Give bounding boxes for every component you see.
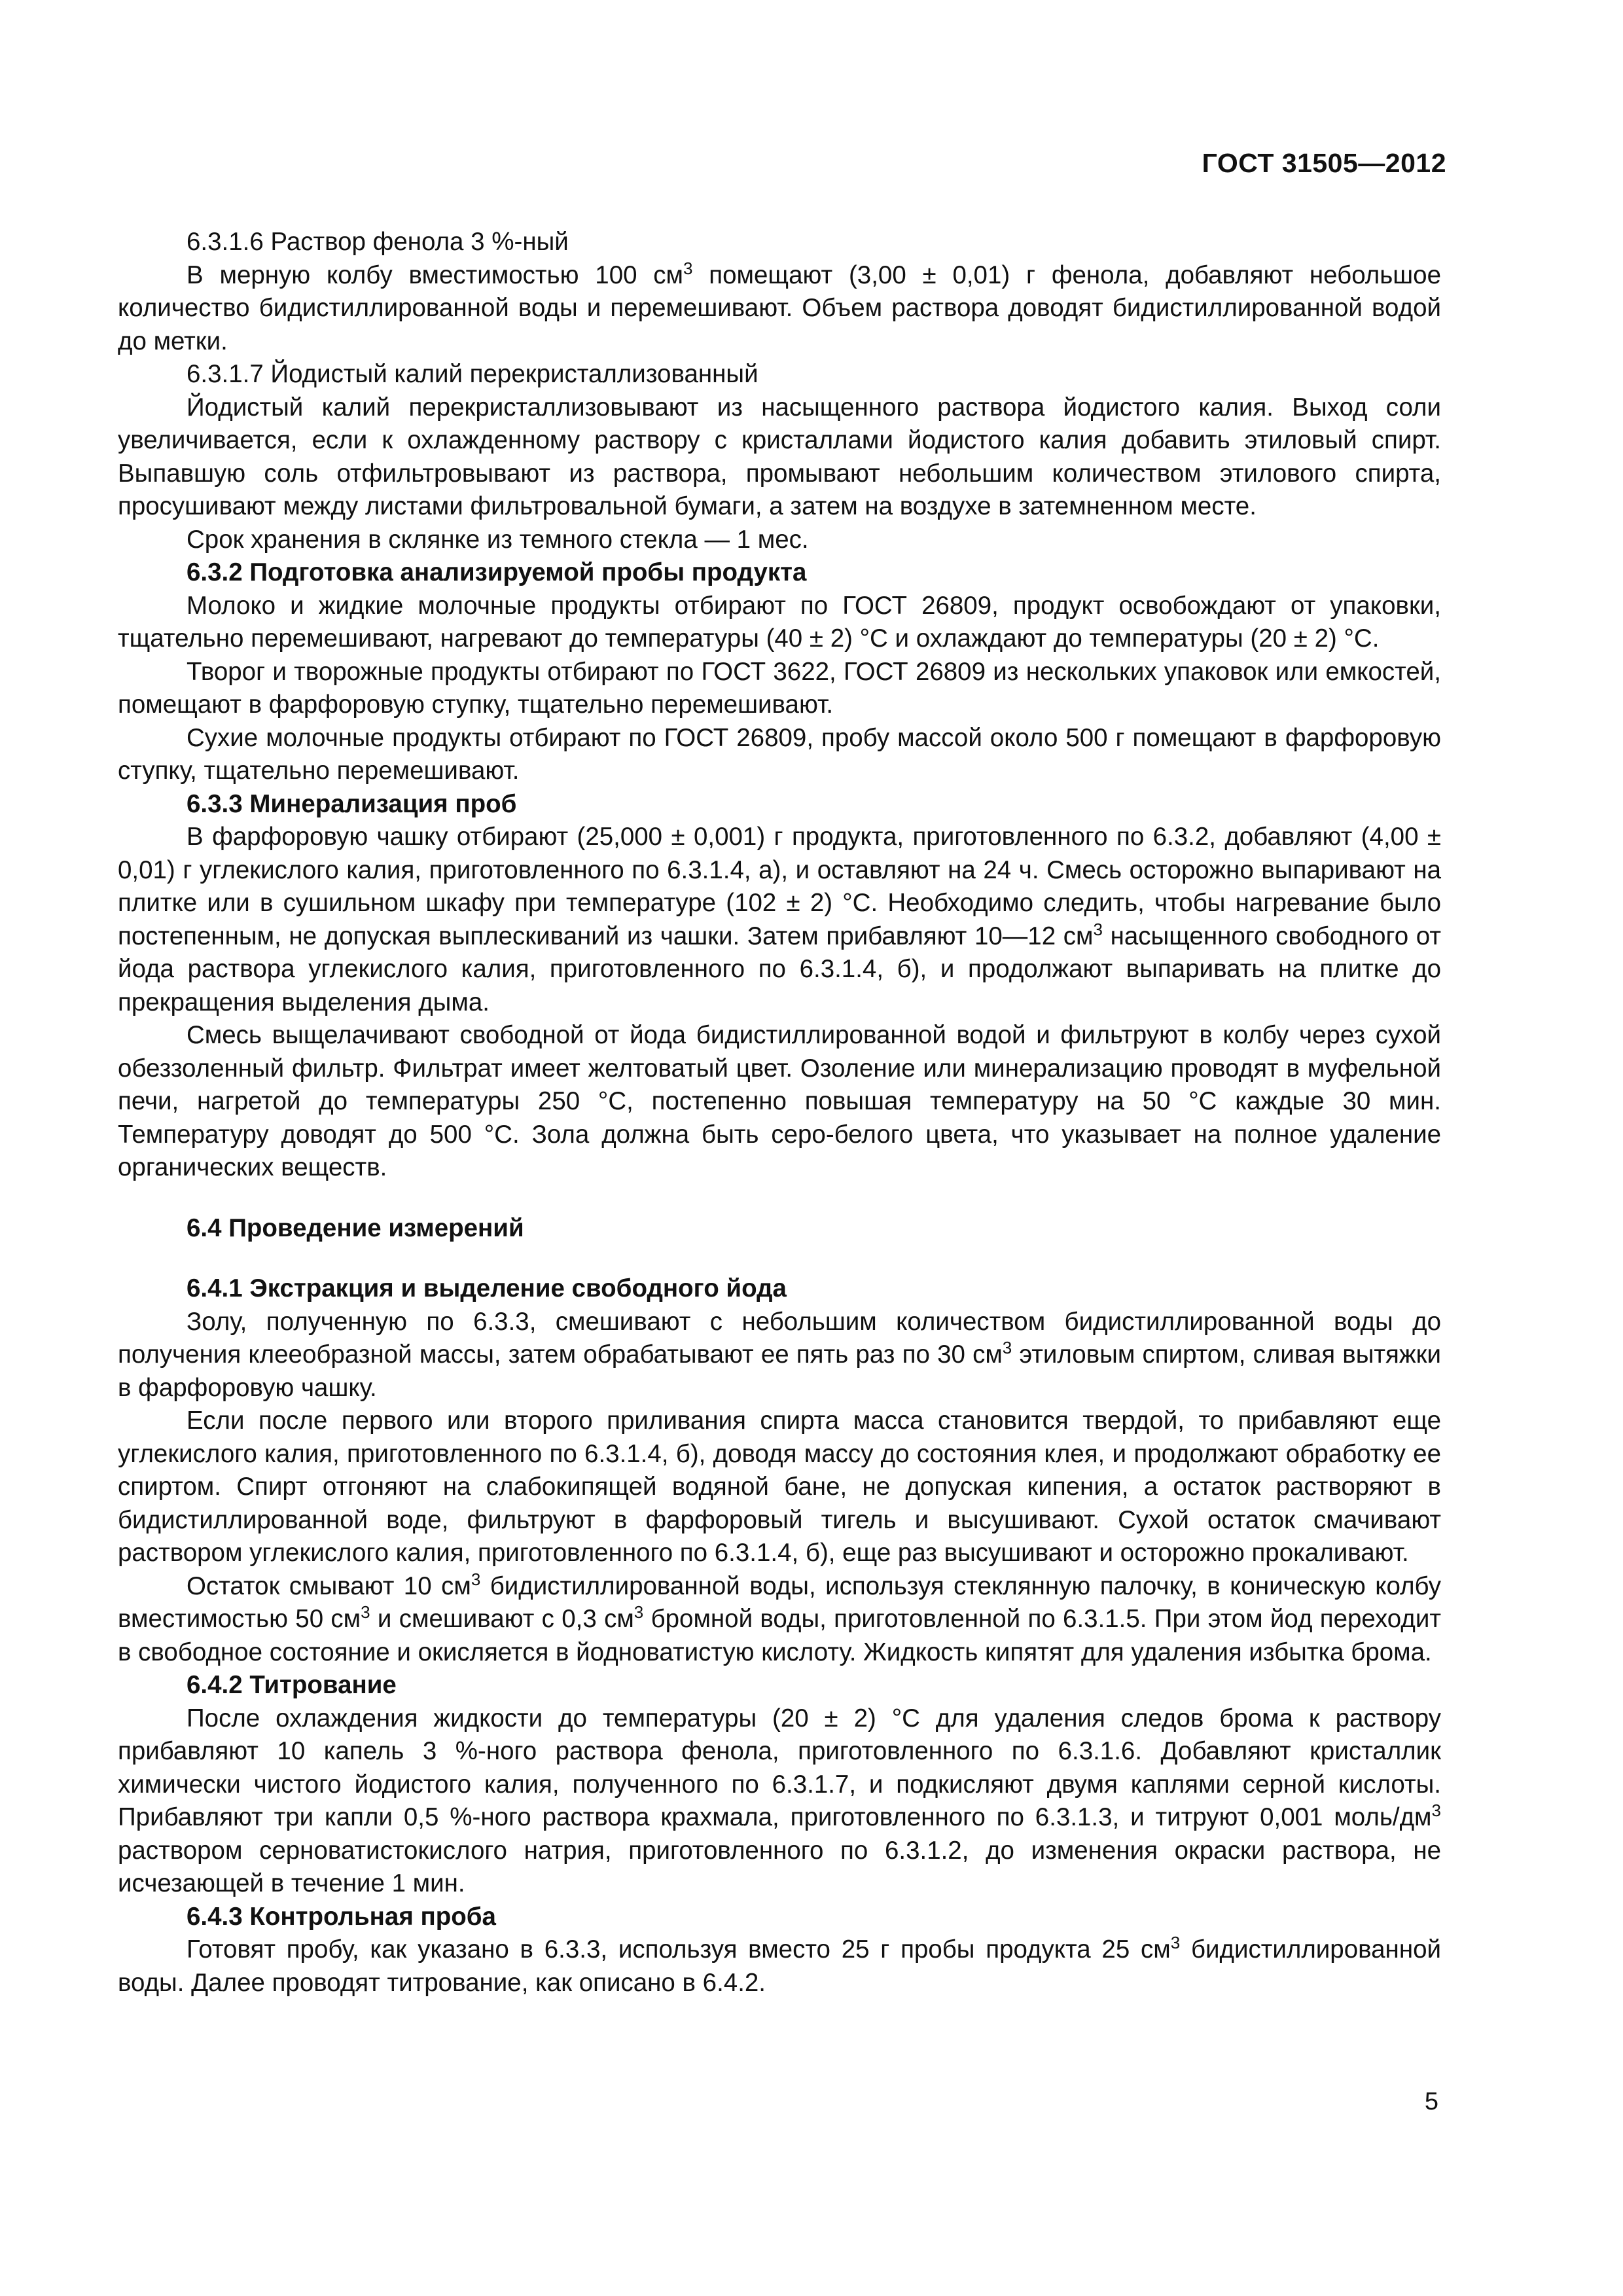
body-paragraph: Смесь выщелачивают свободной от йода бидистиллированной водой и фильтруют в колбу через сухой обеззоленный фильтр. Фильтрат имеет желтоватый цвет. Озоление или минерализацию проводят в муфельной печи, нагретой до температуры 250 °С, постепенно повышая температуру на 50 °С каждые 30 мин. Температуру доводят до 500 °С. Зола должна быть серо-белого цвета, что указывает на полное удаление органических веществ. [118,1021,1441,1181]
section-heading: 6.4.2 Титрование [187,1671,397,1699]
body-paragraph: Золу, полученную по 6.3.3, смешивают с небольшим количеством бидистиллированной воды до получения клееобразной массы, затем обрабатывают ее пять раз по 30 $см^3$ этиловым спиртом, сливая вытяжки в фарфоровую чашку. [118,1307,1441,1402]
document-body [118,226,1441,2000]
body-paragraph: Йодистый калий перекристаллизовывают из насыщенного раствора йодистого калия. Выход соли увеличивается, если к охлажденному раствору с кристаллами йодистого калия добавить этиловый спирт. Выпавшую соль отфильтровывают из раствора, промывают небольшим количеством этилового спирта, просушивают между листами фильтровальной бумаги, а затем на воздухе в затемненном месте. [118,393,1441,520]
page-number: 5 [1424,2088,1438,2115]
section-heading: 6.3.2 Подготовка анализируемой пробы продукта [187,558,807,586]
body-paragraph: В мерную колбу вместимостью 100 $см^3$ помещают (3,00 ± 0,01) г фенола, добавляют небольшое количество бидистиллированной воды и перемешивают. Объем раствора доводят бидистиллированной водой до метки. [118,258,1441,355]
section-heading: 6.4.3 Контрольная проба [187,1902,496,1931]
body-paragraph: Остаток смывают 10 $см^3$ бидистиллированной воды, используя стеклянную палочку, в коническую колбу вместимостью 50 $см^3$ и смешивают с 0,3 $см^3$ бромной воды, приготовленной по 6.3.1.5. При этом йод переходит в свободное состояние и окисляется в йодноватистую кислоту. Жидкость кипятят для удаления избытка брома. [118,1569,1441,1666]
section-heading: 6.3.3 Минерализация проб [187,789,517,818]
body-paragraph: В фарфоровую чашку отбирают (25,000 ± 0,001) г продукта, приготовленного по 6.3.2, добавляют (4,00 ± 0,01) г углекислого калия, приготовленного по 6.3.1.4, а), и оставляют на 24 ч. Смесь осторожно выпаривают на плитке или в сушильном шкафу при температуре (102 ± 2) °С. Необходимо следить, чтобы нагревание было постепенным, не допуская выплескиваний из чашки. Затем прибавляют 10—12 $см^3$ насыщенного свободного от йода раствора углекислого калия, приготовленного по 6.3.1.4, б), и продолжают выпаривать на плитке до прекращения выделения дыма. [118,823,1441,1016]
body-paragraph: Если после первого или второго приливания спирта масса становится твердой, то прибавляют еще углекислого калия, приготовленного по 6.3.1.4, б), доводя массу до состояния клея, и продолжают обработку ее спиртом. Спирт отгоняют на слабокипящей водяной бане, не допуская кипения, а остаток растворяют в бидистиллированной воде, фильтруют в фарфоровый тигель и высушивают. Сухой остаток смачивают раствором углекислого калия, приготовленного по 6.3.1.4, б), еще раз высушивают и осторожно прокаливают. [118,1407,1441,1567]
body-paragraph: После охлаждения жидкости до температуры (20 ± 2) °С для удаления следов брома к раствору прибавляют 10 капель 3 %-ного раствора фенола, приготовленного по 6.3.1.6. Добавляют кристаллик химически чистого йодистого калия, полученного по 6.3.1.7, и подкисляют двумя каплями серной кислоты. Прибавляют три капли 0,5 %-ного раствора крахмала, приготовленного по 6.3.1.3, и титруют 0,001 моль/$дм^3$ раствором серноватистокислого натрия, приготовленного по 6.3.1.2, до изменения окраски раствора, не исчезающей в течение 1 мин. [118,1704,1441,1897]
body-paragraph: Сухие молочные продукты отбирают по ГОСТ 26809, пробу массой около 500 г помещают в фарфоровую ступку, тщательно перемешивают. [118,723,1441,785]
body-paragraph: Творог и творожные продукты отбирают по ГОСТ 3622, ГОСТ 26809 из нескольких упаковок или емкостей, помещают в фарфоровую ступку, тщательно перемешивают. [118,657,1441,719]
body-paragraph: 6.3.1.7 Йодистый калий перекристаллизованный [187,360,758,388]
body-paragraph: Молоко и жидкие молочные продукты отбирают по ГОСТ 26809, продукт освобождают от упаковки, тщательно перемешивают, нагревают до температуры (40 ± 2) °С и охлаждают до температуры (20 ± 2) °С. [118,591,1441,653]
body-paragraph: 6.3.1.6 Раствор фенола 3 %-ный [187,228,569,256]
section-heading: 6.4.1 Экстракция и выделение свободного йода [187,1274,787,1302]
body-paragraph: Готовят пробу, как указано в 6.3.3, используя вместо 25 г пробы продукта 25 $см^3$ бидистиллированной воды. Далее проводят титрование, как описано в 6.4.2. [118,1933,1441,1997]
document-code-header: ГОСТ 31505—2012 [1202,148,1446,178]
section-heading: 6.4 Проведение измерений [187,1213,524,1242]
body-paragraph: Срок хранения в склянке из темного стекла — 1 мес. [187,525,809,554]
